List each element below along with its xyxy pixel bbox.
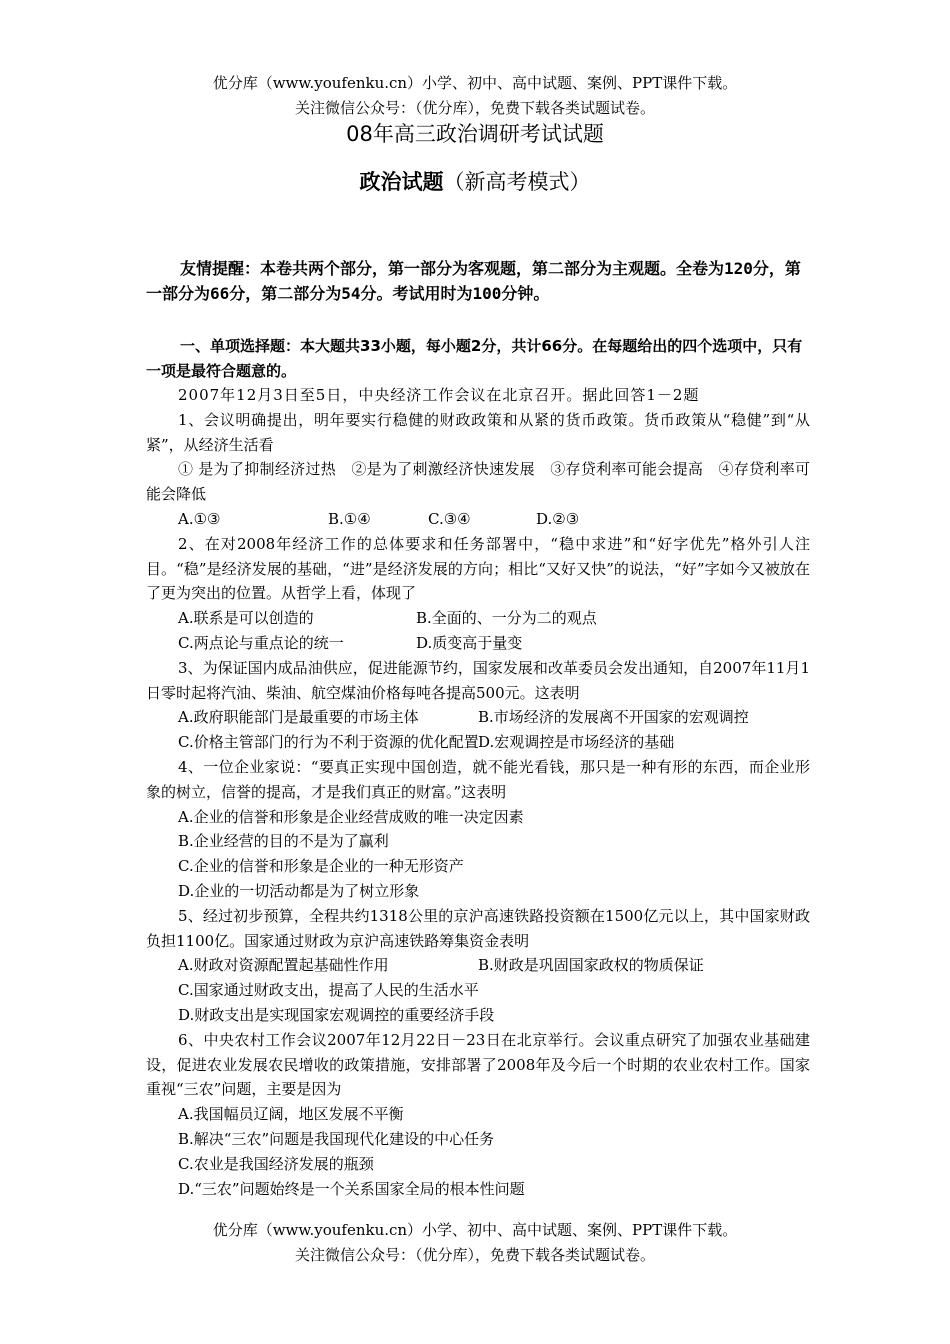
question-2-stem: 2、在对2008年经济工作的总体要求和任务部署中，“稳中求进”和“好字优先”格外引人注目。“稳”是经济发展的基础，“进”是经济发展的方向；相比“又好又快”的说法，“好”字如今又被放在了更为突出的位置。从哲学上看，体现了 xyxy=(146,534,810,603)
question-5-options-row-1 xyxy=(178,953,810,978)
question-2-options-row-2 xyxy=(178,631,810,656)
option-b: B.市场经济的发展离不开国家的宏观调控 xyxy=(478,708,749,727)
header-line-1: 优分库（www.youfenku.cn）小学、初中、高中试题、案例、PPT课件下载。 xyxy=(212,74,738,92)
page-header xyxy=(0,71,950,121)
section-heading: 一、单项选择题：本大题共33小题，每小题2分，共计66分。在每题给出的四个选项中，只有一项是最符合题意的。 xyxy=(146,337,803,380)
option-a: A.政府职能部门是最重要的市场主体 xyxy=(178,708,419,727)
header-line-2: 关注微信公众号：（优分库），免费下载各类试题试卷。 xyxy=(294,99,655,117)
option-b: B.全面的、一分为二的观点 xyxy=(416,609,597,628)
question-1-items: ① 是为了抑制经济过热 ②是为了刺激经济快速发展 ③存贷利率可能会提高 ④存贷利率可能会降低 xyxy=(146,460,810,504)
option-c: C.③④ xyxy=(428,509,471,528)
option-a: A.我国幅员辽阔，地区发展不平衡 xyxy=(178,1105,404,1124)
option-d: D.财政支出是实现国家宏观调控的重要经济手段 xyxy=(178,1005,495,1024)
exam-title: 08年高三政治调研考试试题 xyxy=(346,122,604,146)
option-d: D.质变高于量变 xyxy=(416,633,523,652)
exam-subtitle xyxy=(0,166,950,198)
option-d: D.②③ xyxy=(536,509,580,528)
question-3-stem: 3、为保证国内成品油供应，促进能源节约，国家发展和改革委员会发出通知，自2007年11月1日零时起将汽油、柴油、航空煤油价格每吨各提高500元。这表明 xyxy=(146,658,810,702)
question-1-options xyxy=(178,507,810,532)
subtitle-rest: （新高考模式） xyxy=(443,170,591,194)
question-2-options-row-1 xyxy=(178,606,810,631)
option-c: C.价格主管部门的行为不利于资源的优化配置 xyxy=(178,733,479,752)
page-footer xyxy=(0,1218,950,1268)
footer-line-1: 优分库（www.youfenku.cn）小学、初中、高中试题、案例、PPT课件下载。 xyxy=(212,1221,738,1239)
question-body xyxy=(146,383,810,1201)
option-c: C.农业是我国经济发展的瓶颈 xyxy=(178,1154,374,1173)
exam-notice: 友情提醒：本卷共两个部分，第一部分为客观题，第二部分为主观题。全卷为120分，第一部分为66分，第二部分为54分。考试用时为100分钟。 xyxy=(146,259,801,303)
option-c: C.企业的信誉和形象是企业的一种无形资产 xyxy=(178,857,464,876)
question-1-stem: 1、会议明确提出，明年要实行稳健的财政政策和从紧的货币政策。货币政策从“稳健”到“从紧”，从经济生活看 xyxy=(146,410,810,454)
option-a: A.财政对资源配置起基础性作用 xyxy=(178,956,389,975)
question-4-stem: 4、一位企业家说：“要真正实现中国创造，就不能光看钱，那只是一种有形的东西，而企业形象的树立，信誉的提高，才是我们真正的财富。”这表明 xyxy=(146,757,810,801)
subtitle-bold: 政治试题 xyxy=(359,170,444,194)
question-3-options-row-1 xyxy=(178,705,810,730)
option-a: A.企业的信誉和形象是企业经营成败的唯一决定因素 xyxy=(178,807,524,826)
question-group-intro: 2007年12月3日至5日，中央经济工作会议在北京召开。据此回答1－2题 xyxy=(178,386,700,404)
option-a: A.联系是可以创造的 xyxy=(178,609,314,628)
option-c: C.两点论与重点论的统一 xyxy=(178,633,344,652)
question-5-stem: 5、经过初步预算，全程共约1318公里的京沪高速铁路投资额在1500亿元以上，其中国家财政负担1100亿。国家通过财政为京沪高速铁路筹集资金表明 xyxy=(146,906,810,950)
option-b: B.财政是巩固国家政权的物质保证 xyxy=(478,956,704,975)
option-b: B.解决“三农”问题是我国现代化建设的中心任务 xyxy=(178,1129,495,1148)
option-d: D.企业的一切活动都是为了树立形象 xyxy=(178,881,420,900)
option-a: A.①③ xyxy=(178,509,221,528)
option-d: D.宏观调控是市场经济的基础 xyxy=(478,733,675,752)
question-6-stem: 6、中央农村工作会议2007年12月22日－23日在北京举行。会议重点研究了加强农业基础建设，促进农业发展农民增收的政策措施，安排部署了2008年及今后一个时期的农业农村工作。国家重视“三农”问题，主要是因为 xyxy=(146,1030,810,1099)
question-3-options-row-2 xyxy=(178,730,810,755)
option-d: D.“三农”问题始终是一个关系国家全局的根本性问题 xyxy=(178,1179,525,1198)
option-b: B.①④ xyxy=(328,509,371,528)
footer-line-2: 关注微信公众号：（优分库），免费下载各类试题试卷。 xyxy=(294,1246,655,1264)
option-b: B.企业经营的目的不是为了赢利 xyxy=(178,832,389,851)
option-c: C.国家通过财政支出，提高了人民的生活水平 xyxy=(178,981,479,1000)
